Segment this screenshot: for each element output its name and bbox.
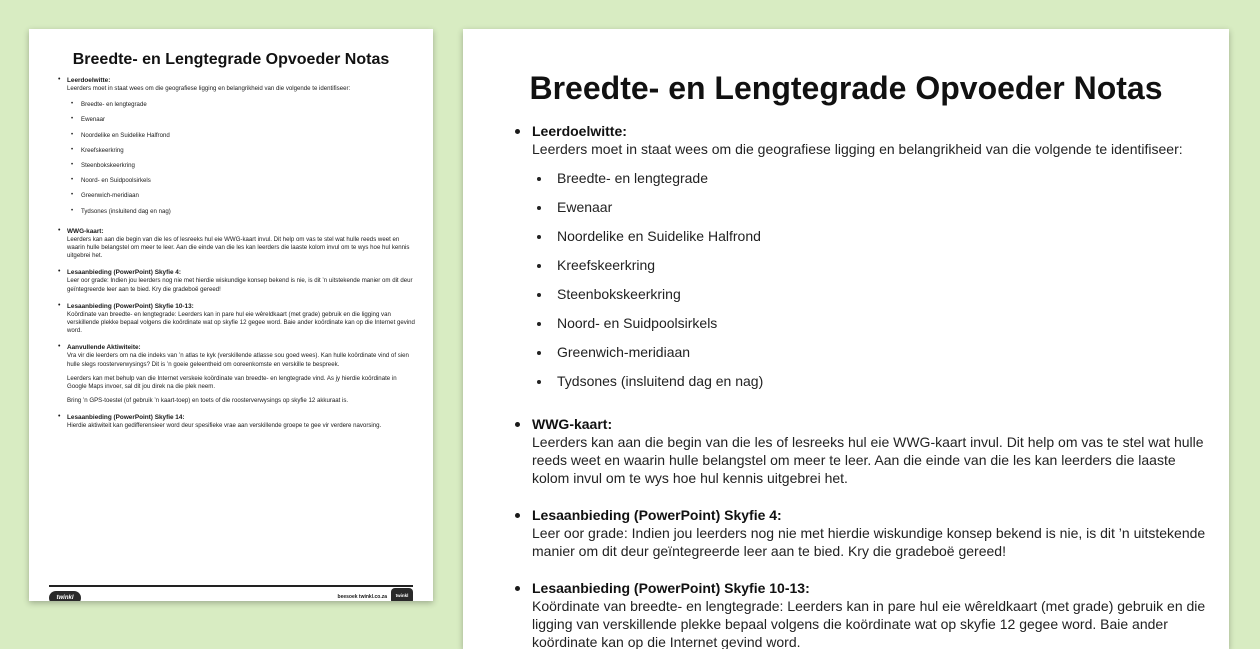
list-item: Noord- en Suidpoolsirkels: [532, 309, 1209, 338]
bullet-icon: [515, 586, 520, 591]
thumb-section-text: Leerders kan aan die begin van die les of lesreeks hul eie WWG-kaart invul. Dit help om vas te stel wat hulle reeds weet en waarin hulle belangstel om meer te leer. Aan die einde van die les kan leerders die laaste kolom invul om te wys hoe hul kennis uitgebrei het.: [67, 235, 410, 260]
thumb-objectives-list: [67, 97, 415, 219]
thumb-section-extra-activities: [55, 344, 415, 405]
twinkl-logo: twinkl: [49, 591, 81, 601]
list-item: • Kreefskeerkring: [67, 143, 415, 158]
thumb-section-heading: • WWG-kaart:: [67, 227, 104, 235]
section-kwl-chart: [532, 415, 1209, 487]
thumb-section-slide-4: [55, 269, 415, 293]
list-item: Ewenaar: [532, 193, 1209, 222]
twinkl-badge-logo: twinkl: [391, 588, 413, 601]
section-text: Leerders moet in staat wees om die geografiese ligging en belangrikheid van die volgende te identifiseer:: [532, 141, 1183, 157]
list-item: Breedte- en lengtegrade: [532, 164, 1209, 193]
section-objectives: [532, 122, 1209, 396]
list-item: Steenbokskeerkring: [532, 280, 1209, 309]
thumb-section-heading: • Leerdoelwitte:: [67, 77, 111, 84]
main-body: [532, 122, 1209, 649]
section-heading: WWG-kaart:: [532, 416, 613, 432]
section-text: Koördinate van breedte- en lengtegrade: Leerders kan in pare hul eie wêreldkaart (met grade) gebruik en die ligging van verskillende plekke bepaal volgens die koördinate wat op skyfie 12 gegee word. Baie ander koördinate kan op die Internet gevind word.: [532, 598, 1206, 649]
footer-url: beesoek twinkl.co.za: [337, 594, 387, 600]
thumb-section-slide-14: [55, 414, 415, 430]
thumb-section-heading: • Lesaanbieding (PowerPoint) Skyfie 10-13:: [67, 302, 194, 310]
thumb-section-slide-10-13: [55, 303, 415, 336]
thumb-section-text: Vra vir die leerders om na die indeks van ’n atlas te kyk (verskillende atlasse sou goed wees). Kan hulle koördinate vind of sien hulle slegs roosterverwysings? Dit is ’n goeie geleentheid om ooreenkomste en verskille te bespreek.: [67, 352, 409, 368]
list-item: • Greenwich-meridiaan: [67, 188, 415, 203]
thumb-section-text: Koördinate van breedte- en lengtegrade: Leerders kan in pare hul eie wêreldkaart (met grade) gebruik en die ligging van verskillende plekke bepaal volgens die koördinate wat op skyfie 12 gegee word. Baie ander koördinate kan op die Internet gevind word.: [67, 310, 415, 335]
bullet-icon: [515, 513, 520, 518]
thumb-section-text: Leer oor grade: Indien jou leerders nog nie met hierdie wiskundige konsep bekend is nie, is dit ’n uitstekende manier om dit deur geïntegreerde leer aan te bied. Kry die gradeboë gereed!: [67, 277, 413, 293]
list-item: Tydsones (insluitend dag en nag): [532, 367, 1209, 396]
thumbnail-title: Breedte- en Lengtegrade Opvoeder Notas: [72, 51, 390, 68]
bullet-icon: [515, 422, 520, 427]
section-text: Leerders kan aan die begin van die les of lesreeks hul eie WWG-kaart invul. Dit help om vas te stel wat hulle reeds weet en waarin hulle belangstel om meer te leer. Aan die einde van die les kan leerders die laaste kolom invul om te wys hoe hul kennis uitgebrei het.: [532, 434, 1204, 486]
list-item: • Steenbokskeerkring: [67, 158, 415, 173]
bullet-icon: [515, 129, 520, 134]
section-heading: Leerdoelwitte:: [532, 123, 627, 139]
list-item: • Breedte- en lengtegrade: [67, 97, 415, 112]
thumb-section-text: Leerders moet in staat wees om die geografiese ligging en belangrikheid van die volgende te identifiseer:: [67, 85, 351, 92]
list-item: • Tydsones (insluitend dag en nag): [67, 204, 415, 219]
thumb-section-text: Bring ’n GPS-toestel (of gebruik ’n kaart-toep) en toets of die roosterverwysings op skyfie 12 akkuraat is.: [67, 397, 349, 405]
objectives-list: [532, 164, 1209, 396]
thumb-section-heading: • Lesaanbieding (PowerPoint) Skyfie 4:: [67, 269, 181, 277]
thumb-section-objectives: [55, 77, 415, 219]
thumb-section-heading: • Aanvullende Aktiwiteite:: [67, 344, 141, 352]
section-slide-4: [532, 506, 1209, 560]
main-page: [463, 29, 1229, 649]
page-title: Breedte- en Lengtegrade Opvoeder Notas: [529, 70, 1163, 106]
section-heading: Lesaanbieding (PowerPoint) Skyfie 10-13:: [532, 580, 810, 596]
list-item: Kreefskeerkring: [532, 251, 1209, 280]
thumb-section-text: Hierdie aktiwiteit kan gedifferensieer word deur spesifieke vrae aan verskillende groepe te gee vir verdere navorsing.: [67, 422, 382, 430]
list-item: • Ewenaar: [67, 112, 415, 127]
list-item: • Noord- en Suidpoolsirkels: [67, 173, 415, 188]
thumbnail-page: [29, 29, 433, 601]
section-slide-10-13: [532, 579, 1209, 649]
thumbnail-body: [55, 77, 415, 440]
list-item: • Noordelike en Suidelike Halfrond: [67, 128, 415, 143]
section-heading: Lesaanbieding (PowerPoint) Skyfie 4:: [532, 507, 782, 523]
list-item: Noordelike en Suidelike Halfrond: [532, 222, 1209, 251]
thumb-section-text: Leerders kan met behulp van die Internet verskeie koördinate van breedte- en lengtegrade vind. As jy hierdie koördinate in Google Maps invoer, sal dit jou direk na die plek neem.: [67, 374, 397, 391]
footer-divider: [49, 585, 413, 587]
thumb-section-heading: • Lesaanbieding (PowerPoint) Skyfie 14:: [67, 414, 185, 422]
thumb-section-kwl-chart: [55, 228, 415, 261]
list-item: Greenwich-meridiaan: [532, 338, 1209, 367]
section-text: Leer oor grade: Indien jou leerders nog nie met hierdie wiskundige konsep bekend is nie, is dit ’n uitstekende manier om dit deur geïntegreerde leer aan te bied. Kry die gradeboë gereed!: [532, 525, 1206, 559]
